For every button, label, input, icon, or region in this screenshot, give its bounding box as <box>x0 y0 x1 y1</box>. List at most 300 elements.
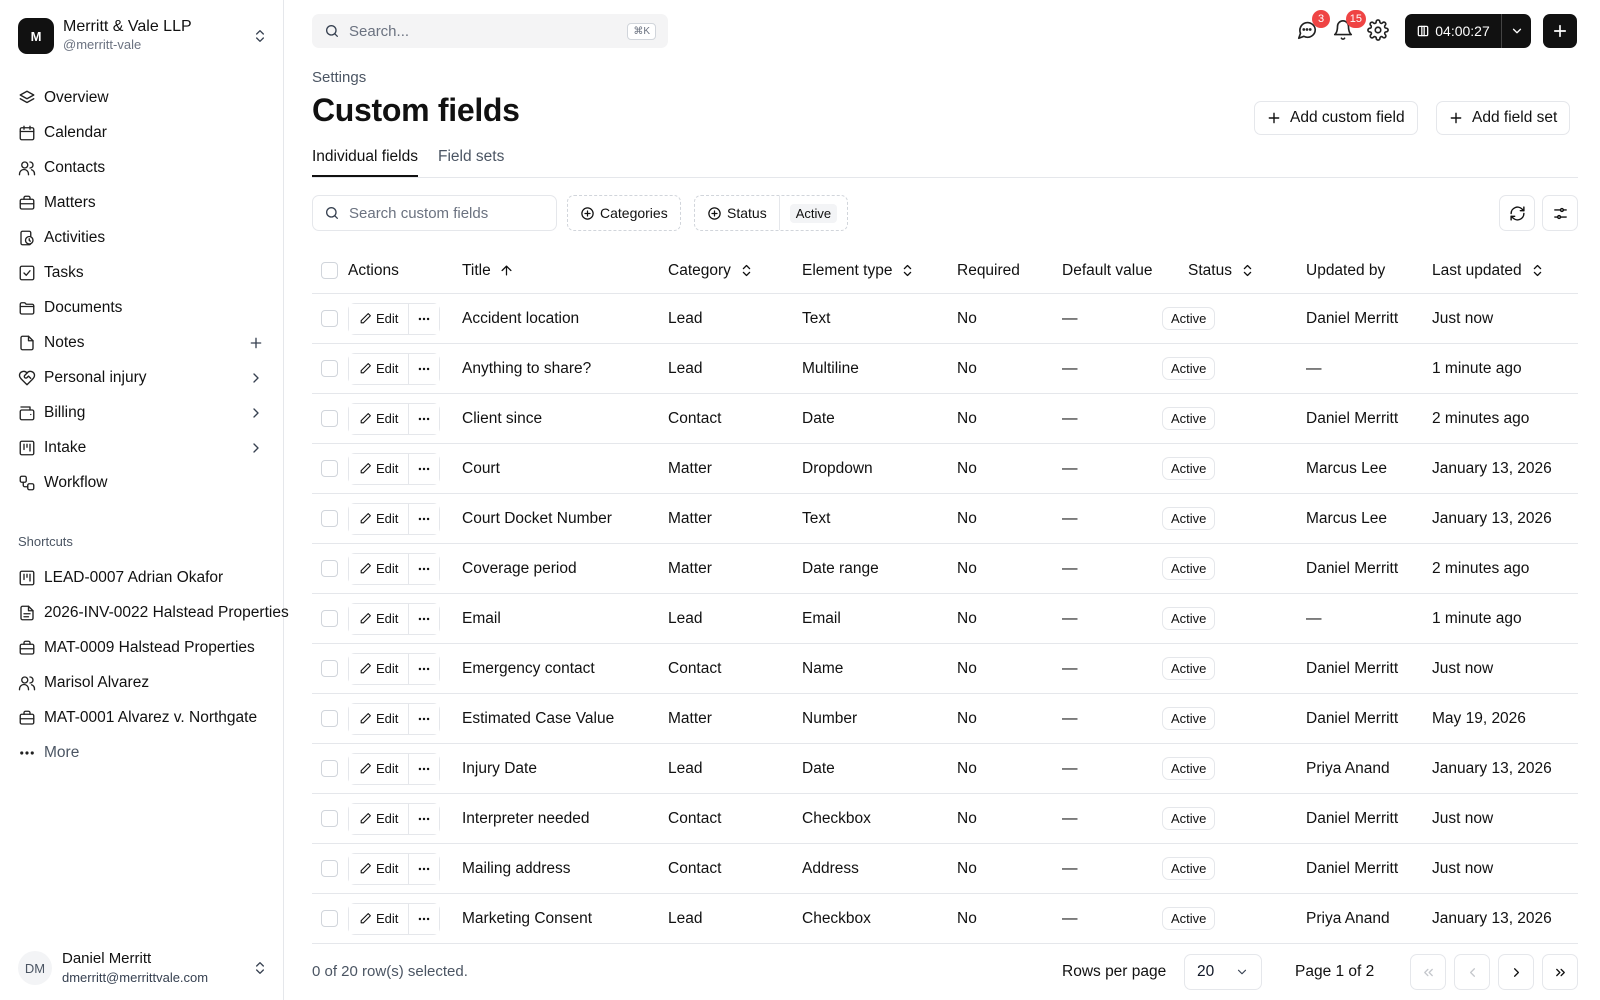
row-select-cell <box>321 844 338 893</box>
table-row <box>312 394 1578 444</box>
sidebar-item-label: Calendar <box>44 123 107 141</box>
pencil-icon <box>359 362 372 375</box>
row-actions <box>348 544 440 593</box>
cell-status <box>1162 394 1215 443</box>
messages-button[interactable] <box>1296 13 1325 43</box>
row-checkbox[interactable] <box>321 610 338 627</box>
chevrons-up-down-icon <box>900 263 915 278</box>
status-filter-label: Status <box>727 205 767 221</box>
search-icon <box>324 205 340 221</box>
cell-last-updated: May 19, 2026 <box>1432 709 1526 727</box>
last-page-button[interactable] <box>1542 954 1578 990</box>
column-category-label: Category <box>668 261 731 279</box>
briefcase-icon <box>18 639 36 657</box>
edit-label: Edit <box>376 911 399 926</box>
cell-required: No <box>957 509 977 527</box>
cell-default-value: — <box>1062 609 1078 627</box>
edit-label: Edit <box>376 661 399 676</box>
cell-required: No <box>957 859 977 877</box>
pencil-icon <box>359 412 372 425</box>
column-status[interactable] <box>1188 248 1255 293</box>
pencil-icon <box>359 712 372 725</box>
sidebar-item-label: Intake <box>44 438 87 456</box>
cell-status <box>1162 344 1215 393</box>
status-badge: Active <box>1162 507 1215 530</box>
row-more-button[interactable] <box>409 304 439 334</box>
column-last-updated[interactable] <box>1432 248 1545 293</box>
edit-label: Edit <box>376 611 399 626</box>
timer-value: 04:00:27 <box>1435 23 1490 39</box>
cell-category: Contact <box>668 659 722 677</box>
cell-status <box>1162 844 1215 893</box>
row-select-cell <box>321 494 338 543</box>
cell-required: No <box>957 409 977 427</box>
timer-menu-button[interactable] <box>1501 14 1531 48</box>
cell-status <box>1162 694 1215 743</box>
cell-category: Contact <box>668 859 722 877</box>
shortcut-item[interactable] <box>12 595 289 630</box>
org-switcher[interactable] <box>18 16 268 56</box>
cell-element-type: Number <box>802 709 858 727</box>
file-icon <box>18 334 36 352</box>
row-checkbox[interactable] <box>321 760 338 777</box>
pencil-icon <box>359 462 372 475</box>
table-row <box>312 894 1578 944</box>
edit-button[interactable] <box>349 704 409 734</box>
status-badge: Active <box>1162 407 1215 430</box>
chevron-right-icon <box>248 370 264 386</box>
chevrons-up-down-icon <box>1530 263 1545 278</box>
column-category[interactable] <box>668 248 754 293</box>
chevron-right-icon <box>1509 965 1524 980</box>
cell-updated-by: — <box>1306 609 1322 627</box>
row-checkbox[interactable] <box>321 860 338 877</box>
more-horizontal-icon <box>417 362 431 376</box>
cell-required: No <box>957 759 977 777</box>
add-custom-field-label: Add custom field <box>1290 109 1405 126</box>
sidebar-item-label: Matters <box>44 193 96 211</box>
sidebar-item-label: Activities <box>44 228 106 246</box>
edit-button[interactable] <box>349 504 409 534</box>
row-actions <box>348 894 440 943</box>
status-badge: Active <box>1162 757 1215 780</box>
row-actions <box>348 294 440 343</box>
shortcut-item[interactable] <box>12 700 272 735</box>
view-options-button[interactable] <box>1542 195 1578 231</box>
row-more-button[interactable] <box>409 654 439 684</box>
more-horizontal-icon <box>417 412 431 426</box>
org-name: Merritt & Vale LLP <box>63 18 192 35</box>
shortcut-item[interactable] <box>12 560 272 595</box>
categories-filter[interactable] <box>567 195 681 231</box>
cell-required: No <box>957 609 977 627</box>
cell-element-type: Name <box>802 659 844 677</box>
more-horizontal-icon <box>417 562 431 576</box>
shortcut-item[interactable] <box>12 630 272 665</box>
cell-category: Matter <box>668 559 712 577</box>
sidebar-item-personal-injury[interactable] <box>12 360 272 395</box>
row-checkbox[interactable] <box>321 810 338 827</box>
pencil-icon <box>359 612 372 625</box>
more-horizontal-icon <box>417 662 431 676</box>
column-status-label: Status <box>1188 261 1232 279</box>
user-email: dmerritt@merrittvale.com <box>62 970 209 985</box>
arrow-up-icon <box>499 263 514 278</box>
main-nav <box>12 80 272 500</box>
row-select-cell <box>321 394 338 443</box>
cell-title: Anything to share? <box>462 359 592 377</box>
table-row <box>312 444 1578 494</box>
sidebar-item-intake[interactable] <box>12 430 272 465</box>
row-more-button[interactable] <box>409 854 439 884</box>
column-title[interactable] <box>462 248 514 293</box>
plus-icon <box>1267 111 1281 125</box>
time-tracker <box>1405 14 1531 48</box>
quick-create-button[interactable] <box>1543 14 1577 48</box>
chevrons-up-down-icon <box>252 960 268 976</box>
row-more-button[interactable] <box>409 504 439 534</box>
row-actions <box>348 494 440 543</box>
edit-label: Edit <box>376 861 399 876</box>
cell-category: Contact <box>668 409 722 427</box>
row-checkbox[interactable] <box>321 460 338 477</box>
row-more-button[interactable] <box>409 904 439 934</box>
cell-element-type: Address <box>802 859 859 877</box>
chevron-down-icon <box>1510 24 1524 38</box>
users-icon <box>18 159 36 177</box>
sidebar-item-tasks[interactable] <box>12 255 272 290</box>
calendar-icon <box>18 124 36 142</box>
heart-handshake-icon <box>18 369 36 387</box>
cell-element-type: Checkbox <box>802 909 871 927</box>
clock-icon <box>18 229 36 247</box>
cell-title: Emergency contact <box>462 659 595 677</box>
more-horizontal-icon <box>417 462 431 476</box>
select-all-checkbox[interactable] <box>321 262 338 279</box>
pencil-icon <box>359 812 372 825</box>
row-select-cell <box>321 644 338 693</box>
cell-element-type: Date <box>802 759 835 777</box>
breadcrumb[interactable]: Settings <box>312 69 367 86</box>
row-actions <box>348 444 440 493</box>
sidebar-item-matters[interactable] <box>12 185 272 220</box>
table-row <box>312 844 1578 894</box>
table-row <box>312 594 1578 644</box>
cell-updated-by: Daniel Merritt <box>1306 559 1399 577</box>
cell-last-updated: January 13, 2026 <box>1432 459 1552 477</box>
briefcase-icon <box>18 709 36 727</box>
row-checkbox[interactable] <box>321 710 338 727</box>
row-more-button[interactable] <box>409 554 439 584</box>
cell-last-updated: 1 minute ago <box>1432 609 1522 627</box>
sidebar-item-contacts[interactable] <box>12 150 272 185</box>
edit-label: Edit <box>376 711 399 726</box>
row-select-cell <box>321 794 338 843</box>
row-more-button[interactable] <box>409 454 439 484</box>
edit-label: Edit <box>376 461 399 476</box>
cell-updated-by: Daniel Merritt <box>1306 409 1399 427</box>
table-row <box>312 694 1578 744</box>
edit-button[interactable] <box>349 404 409 434</box>
row-checkbox[interactable] <box>321 660 338 677</box>
edit-label: Edit <box>376 511 399 526</box>
cell-required: No <box>957 459 977 477</box>
status-filter-selected: Active <box>790 204 837 223</box>
more-horizontal-icon <box>417 712 431 726</box>
check-square-icon <box>18 264 36 282</box>
categories-filter-label: Categories <box>600 205 668 221</box>
chevron-down-icon <box>1235 965 1249 979</box>
shortcuts-title: Shortcuts <box>18 534 73 549</box>
column-last-updated-label: Last updated <box>1432 261 1522 279</box>
edit-button[interactable] <box>349 854 409 884</box>
custom-fields-search-placeholder: Search custom fields <box>349 204 489 222</box>
cell-updated-by: Daniel Merritt <box>1306 859 1399 877</box>
sidebar-item-overview[interactable] <box>12 80 272 115</box>
pencil-icon <box>359 662 372 675</box>
first-page-button[interactable] <box>1410 954 1446 990</box>
plus-icon <box>1551 22 1569 40</box>
search-placeholder: Search... <box>349 22 410 40</box>
row-more-button[interactable] <box>409 804 439 834</box>
add-note-icon[interactable] <box>248 335 264 351</box>
more-horizontal-icon <box>417 512 431 526</box>
sidebar-item-workflow[interactable] <box>12 465 272 500</box>
org-logo: M <box>18 18 54 54</box>
cell-element-type: Text <box>802 309 831 327</box>
gear-icon <box>1367 19 1391 41</box>
cell-default-value: — <box>1062 359 1078 377</box>
row-actions <box>348 394 440 443</box>
row-more-button[interactable] <box>409 354 439 384</box>
cell-required: No <box>957 659 977 677</box>
cell-category: Lead <box>668 609 703 627</box>
status-badge: Active <box>1162 657 1215 680</box>
cell-title: Coverage period <box>462 559 577 577</box>
edit-button[interactable] <box>349 304 409 334</box>
cell-category: Lead <box>668 359 703 377</box>
cell-title: Accident location <box>462 309 580 327</box>
cell-default-value: — <box>1062 409 1078 427</box>
cell-title: Client since <box>462 409 543 427</box>
status-badge: Active <box>1162 557 1215 580</box>
cell-title: Court Docket Number <box>462 509 612 527</box>
cell-status <box>1162 444 1215 493</box>
sidebar-item-label: Contacts <box>44 158 106 176</box>
cell-element-type: Date range <box>802 559 879 577</box>
chevron-right-icon <box>248 440 264 456</box>
edit-label: Edit <box>376 561 399 576</box>
edit-button[interactable] <box>349 904 409 934</box>
cell-required: No <box>957 809 977 827</box>
cell-last-updated: January 13, 2026 <box>1432 509 1552 527</box>
shortcut-label: 2026-INV-0022 Halstead Properties <box>44 603 289 621</box>
select-all-cell <box>321 248 338 293</box>
cell-required: No <box>957 309 977 327</box>
global-search[interactable] <box>312 14 668 48</box>
status-filter[interactable] <box>694 195 848 231</box>
more-horizontal-icon <box>417 812 431 826</box>
sidebar-item-label: Overview <box>44 88 109 106</box>
more-label: More <box>44 743 80 761</box>
cell-status <box>1162 294 1215 343</box>
row-checkbox[interactable] <box>321 410 338 427</box>
edit-label: Edit <box>376 311 399 326</box>
pencil-icon <box>359 912 372 925</box>
cell-last-updated: 2 minutes ago <box>1432 409 1530 427</box>
edit-button[interactable] <box>349 604 409 634</box>
custom-fields-table <box>312 248 1578 944</box>
sidebar-more-button[interactable] <box>12 735 272 770</box>
cell-default-value: — <box>1062 859 1078 877</box>
tabs <box>312 148 1578 178</box>
layers-icon <box>18 89 36 107</box>
cell-required: No <box>957 559 977 577</box>
cell-last-updated: Just now <box>1432 859 1494 877</box>
notifications-badge: 15 <box>1346 10 1366 28</box>
more-horizontal-icon <box>417 312 431 326</box>
rows-per-page-select[interactable] <box>1184 954 1262 990</box>
chevrons-up-down-icon <box>1240 263 1255 278</box>
row-more-button[interactable] <box>409 404 439 434</box>
edit-label: Edit <box>376 361 399 376</box>
search-icon <box>324 23 340 39</box>
table-row <box>312 344 1578 394</box>
cell-last-updated: January 13, 2026 <box>1432 759 1552 777</box>
cell-last-updated: Just now <box>1432 809 1494 827</box>
row-more-button[interactable] <box>409 754 439 784</box>
users-icon <box>18 674 36 692</box>
cell-status <box>1162 494 1215 543</box>
cell-title: Email <box>462 609 501 627</box>
pencil-icon <box>359 862 372 875</box>
table-row <box>312 294 1578 344</box>
shortcuts-list <box>12 560 289 770</box>
tab-field-sets[interactable]: Field sets <box>437 148 505 165</box>
edit-button[interactable] <box>349 554 409 584</box>
row-select-cell <box>321 594 338 643</box>
add-field-set-button[interactable] <box>1436 101 1570 135</box>
sidebar-item-billing[interactable] <box>12 395 272 430</box>
edit-button[interactable] <box>349 454 409 484</box>
row-actions <box>348 344 440 393</box>
add-field-set-label: Add field set <box>1472 109 1558 126</box>
cell-element-type: Dropdown <box>802 459 873 477</box>
row-select-cell <box>321 344 338 393</box>
row-select-cell <box>321 444 338 493</box>
row-checkbox[interactable] <box>321 360 338 377</box>
cell-default-value: — <box>1062 809 1078 827</box>
page-indicator: Page 1 of 2 <box>1295 963 1375 980</box>
briefcase-icon <box>18 194 36 212</box>
edit-label: Edit <box>376 411 399 426</box>
row-more-button[interactable] <box>409 704 439 734</box>
status-badge: Active <box>1162 607 1215 630</box>
row-actions <box>348 694 440 743</box>
status-badge: Active <box>1162 857 1215 880</box>
plus-circle-icon <box>707 206 722 221</box>
next-page-button[interactable] <box>1498 954 1534 990</box>
cell-last-updated: 1 minute ago <box>1432 359 1522 377</box>
cell-updated-by: Daniel Merritt <box>1306 709 1399 727</box>
cell-title: Court <box>462 459 500 477</box>
sidebar-item-calendar[interactable] <box>12 115 272 150</box>
column-element-type-label: Element type <box>802 261 893 279</box>
shortcut-item[interactable] <box>12 665 272 700</box>
row-checkbox[interactable] <box>321 310 338 327</box>
cell-status <box>1162 644 1215 693</box>
row-select-cell <box>321 544 338 593</box>
pencil-icon <box>359 312 372 325</box>
pencil-icon <box>359 512 372 525</box>
cell-default-value: — <box>1062 659 1078 677</box>
tab-individual-fields[interactable]: Individual fields <box>312 148 418 177</box>
row-actions <box>348 594 440 643</box>
status-badge: Active <box>1162 707 1215 730</box>
sidebar-item-label: Tasks <box>44 263 84 281</box>
cell-element-type: Multiline <box>802 359 859 377</box>
cell-title: Interpreter needed <box>462 809 590 827</box>
row-checkbox[interactable] <box>321 510 338 527</box>
user-menu[interactable] <box>18 948 268 988</box>
edit-button[interactable] <box>349 654 409 684</box>
column-element-type[interactable] <box>802 248 915 293</box>
edit-button[interactable] <box>349 754 409 784</box>
cell-title: Marketing Consent <box>462 909 593 927</box>
sidebar-item-label: Notes <box>44 333 85 351</box>
cell-element-type: Checkbox <box>802 809 871 827</box>
cell-default-value: — <box>1062 509 1078 527</box>
sidebar <box>0 0 289 1000</box>
search-shortcut: ⌘K <box>627 23 656 40</box>
edit-button[interactable] <box>349 354 409 384</box>
cell-updated-by: — <box>1306 359 1322 377</box>
sidebar-item-documents[interactable] <box>12 290 272 325</box>
refresh-button[interactable] <box>1499 195 1535 231</box>
previous-page-button[interactable] <box>1454 954 1490 990</box>
row-checkbox[interactable] <box>321 910 338 927</box>
sidebar-item-notes[interactable] <box>12 325 272 360</box>
sidebar-item-activities[interactable] <box>12 220 272 255</box>
chevrons-left-icon <box>1421 965 1436 980</box>
cell-category: Matter <box>668 459 712 477</box>
row-select-cell <box>321 694 338 743</box>
timer-toggle-button[interactable] <box>1405 14 1501 48</box>
table-row <box>312 744 1578 794</box>
cell-category: Lead <box>668 909 703 927</box>
selected-count: 0 of 20 row(s) selected. <box>312 963 468 980</box>
add-custom-field-button[interactable] <box>1254 101 1418 135</box>
shortcut-label: MAT-0001 Alvarez v. Northgate <box>44 708 258 726</box>
kanban-icon <box>18 569 36 587</box>
edit-button[interactable] <box>349 804 409 834</box>
more-horizontal-icon <box>417 862 431 876</box>
notifications-button[interactable] <box>1332 13 1362 43</box>
table-header <box>312 248 1578 294</box>
settings-button[interactable] <box>1367 19 1391 43</box>
table-row <box>312 544 1578 594</box>
table-row <box>312 494 1578 544</box>
row-actions <box>348 744 440 793</box>
cell-status <box>1162 744 1215 793</box>
row-more-button[interactable] <box>409 604 439 634</box>
workflow-icon <box>18 474 36 492</box>
row-select-cell <box>321 744 338 793</box>
row-checkbox[interactable] <box>321 560 338 577</box>
custom-fields-search-input[interactable] <box>312 195 557 231</box>
table-body <box>312 294 1578 944</box>
cell-updated-by: Daniel Merritt <box>1306 809 1399 827</box>
